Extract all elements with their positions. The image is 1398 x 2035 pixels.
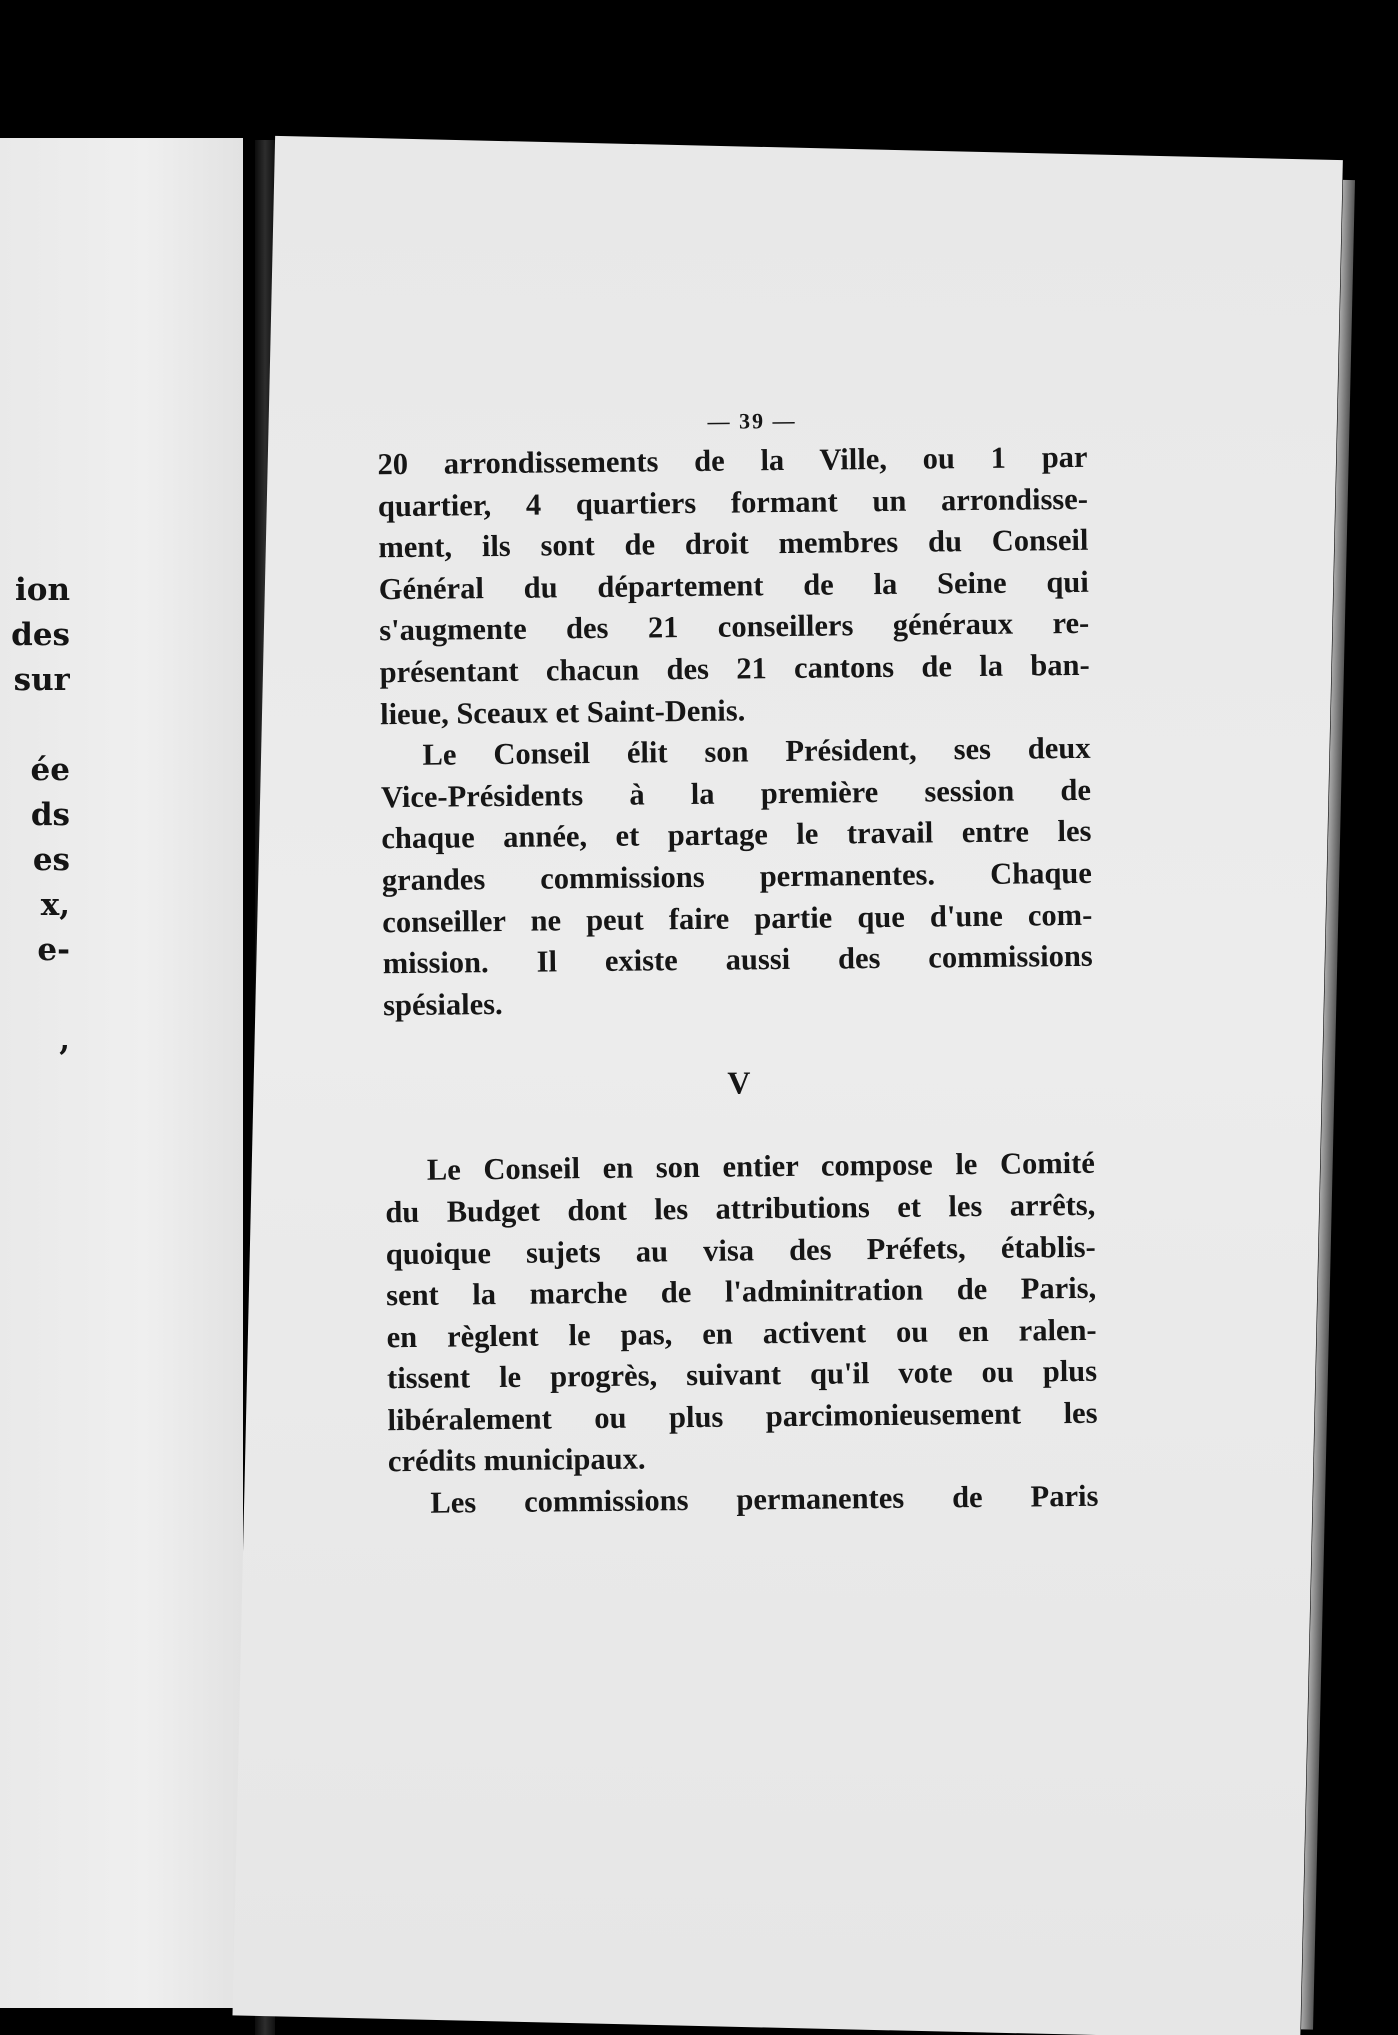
left-page-text-fragments bbox=[0, 568, 70, 1063]
text-line: conseiller ne peut faire partie que d'une com- bbox=[382, 897, 1093, 939]
text-line: du Budget dont les attributions et les arrêts, bbox=[385, 1187, 1096, 1230]
section-heading: V bbox=[727, 1064, 751, 1101]
text-line: ment, ils sont de droit membres du Conseil bbox=[378, 523, 1089, 565]
paragraph-4 bbox=[388, 1476, 1098, 1525]
text-line: s'augmente des 21 conseillers généraux re- bbox=[379, 606, 1090, 648]
page-number: — 39 — bbox=[707, 407, 797, 434]
right-page bbox=[232, 136, 1342, 2035]
text-line: 20 arrondissements de la Ville, ou 1 par bbox=[377, 439, 1088, 482]
text-line: Le Conseil élit son Président, ses deux bbox=[422, 730, 1091, 772]
left-fragment-line: sur bbox=[13, 662, 70, 698]
left-fragment-line bbox=[0, 973, 70, 1018]
text-line: mission. Il existe aussi des commissions bbox=[382, 938, 1093, 981]
text-line: Général du département de la Seine qui bbox=[378, 564, 1089, 607]
left-page bbox=[0, 138, 243, 2008]
text-line: grandes commissions permanentes. Chaque bbox=[381, 855, 1092, 898]
left-fragment-line: des bbox=[11, 617, 70, 653]
left-fragment-line: e- bbox=[37, 932, 70, 968]
text-line: quartier, 4 quartiers formant un arrondisse- bbox=[377, 481, 1089, 523]
text-line: Vice-Présidents à la première session de bbox=[380, 772, 1092, 814]
left-fragment-line: ds bbox=[30, 797, 70, 833]
left-fragment-line: x, bbox=[40, 887, 70, 923]
text-line: Les commissions permanentes de Paris bbox=[430, 1478, 1099, 1520]
text-line: chaque année, et partage le travail entre les bbox=[381, 814, 1092, 856]
text-line: spésiales. bbox=[382, 986, 503, 1022]
text-line: lieue, Sceaux et Saint-Denis. bbox=[379, 692, 746, 731]
page-text-block bbox=[377, 403, 1099, 1525]
left-fragment-line: ion bbox=[15, 572, 70, 608]
text-line: en règlent le pas, en activent ou en ralen- bbox=[386, 1312, 1097, 1354]
text-line: quoique sujets au visa des Préfets, établis- bbox=[385, 1229, 1096, 1271]
left-fragment-line: es bbox=[32, 842, 70, 878]
left-fragment-line: , bbox=[59, 1022, 70, 1058]
paragraph-2 bbox=[380, 728, 1093, 1027]
paragraph-1 bbox=[377, 437, 1090, 736]
text-line: présentant chacun des 21 cantons de la ban- bbox=[379, 647, 1090, 690]
text-line: crédits municipaux. bbox=[387, 1441, 646, 1479]
text-line: tissent le progrès, suivant qu'il vote ou plus bbox=[386, 1354, 1098, 1396]
left-fragment-line bbox=[0, 703, 70, 748]
text-line: libéralement ou plus parcimonieusement les bbox=[387, 1395, 1098, 1438]
paragraph-3 bbox=[385, 1143, 1098, 1483]
text-line: Le Conseil en son entier compose le Comité bbox=[426, 1146, 1096, 1188]
text-line: sent la marche de l'adminitration de Paris, bbox=[386, 1270, 1097, 1313]
left-fragment-line: ée bbox=[30, 752, 70, 788]
